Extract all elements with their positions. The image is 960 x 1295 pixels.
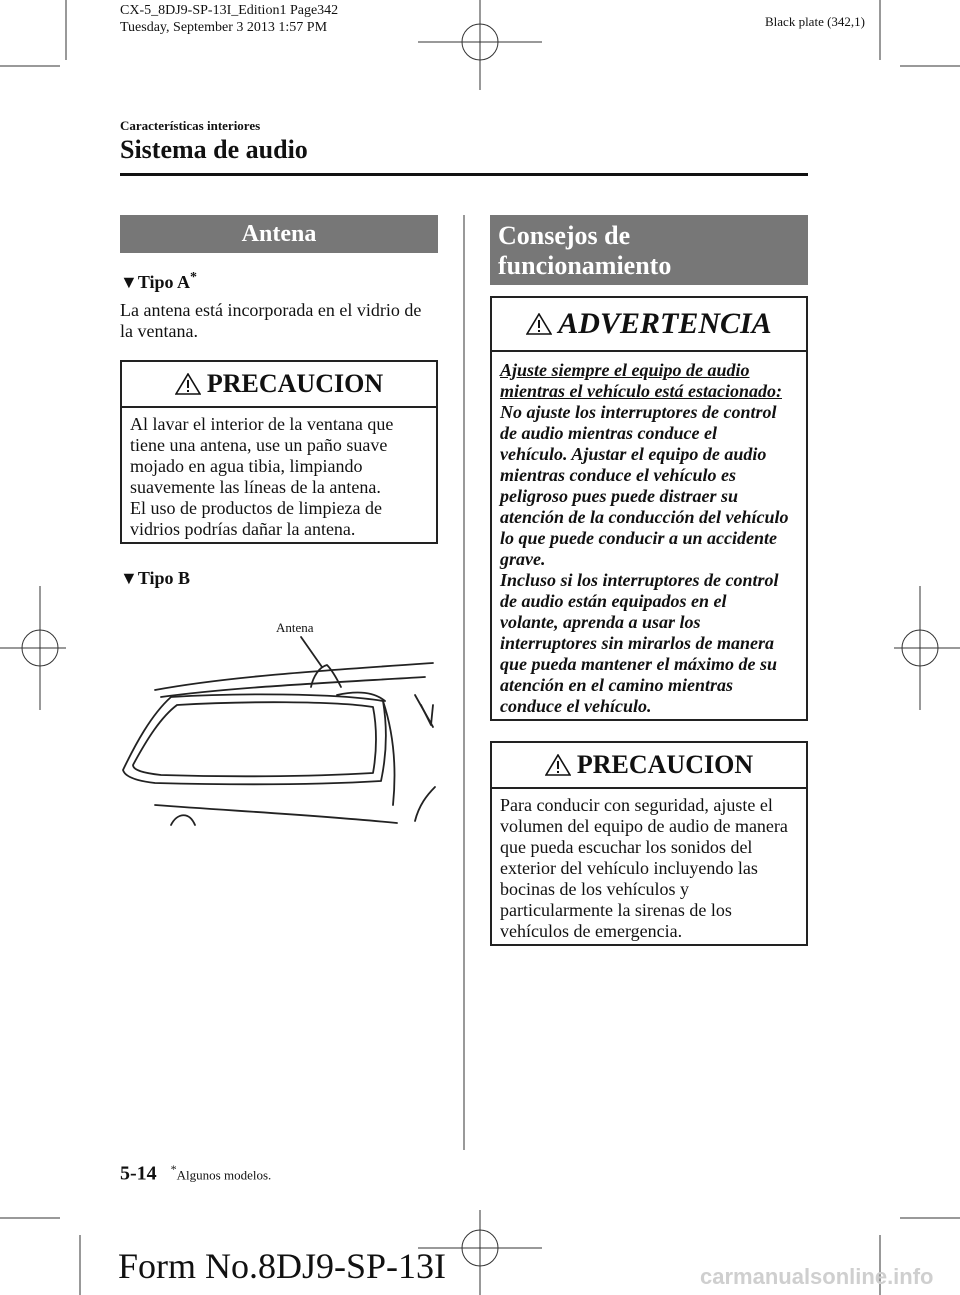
warning-line: que pueda mantener el máximo de su bbox=[500, 654, 778, 674]
caution-line: bocinas de los vehículos y bbox=[500, 879, 689, 899]
warning-line: peligroso pues puede distraer su bbox=[500, 486, 739, 506]
down-triangle-icon: ▼ bbox=[120, 568, 138, 588]
warning-line: de audio mientras conduce el bbox=[500, 423, 717, 443]
plate-label: Black plate (342,1) bbox=[765, 14, 865, 29]
caution-text bbox=[492, 789, 806, 942]
warning-underlined-line: Ajuste siempre el equipo de audio bbox=[500, 360, 750, 380]
warning-line: No ajuste los interruptores de control bbox=[500, 402, 777, 422]
figure-antena-label: Antena bbox=[276, 620, 314, 635]
warning-line: mientras conduce el vehículo es bbox=[500, 465, 736, 485]
tipo-b-subheading bbox=[120, 568, 190, 589]
warning-line: vehículo. Ajustar el equipo de audio bbox=[500, 444, 767, 464]
caution-title bbox=[122, 362, 436, 408]
print-header-line1: CX-5_8DJ9-SP-13I_Edition1 Page342 bbox=[120, 3, 339, 18]
page-title: Sistema de audio bbox=[120, 135, 308, 164]
antena-paragraph bbox=[120, 300, 450, 342]
warning-line: de audio están equipados en el bbox=[500, 591, 727, 611]
warning-line: volante, aprenda a usar los bbox=[500, 612, 701, 632]
warning-text bbox=[492, 352, 806, 717]
caution-line: suavemente las líneas de la antena. bbox=[130, 477, 381, 497]
down-triangle-icon: ▼ bbox=[120, 272, 138, 292]
caution-text bbox=[122, 408, 436, 540]
tipo-b-label: Tipo B bbox=[137, 568, 191, 588]
section-label: Características interiores bbox=[120, 118, 261, 133]
caution-line: mojado en agua tibia, limpiando bbox=[130, 456, 363, 476]
warning-box bbox=[490, 296, 808, 721]
warning-line: atención de la conducción del vehículo bbox=[500, 507, 789, 527]
caution-line: vehículos de emergencia. bbox=[500, 921, 683, 941]
caution-title-text: PRECAUCION bbox=[206, 369, 384, 398]
tipo-a-label: Tipo A bbox=[137, 272, 191, 292]
consejos-heading bbox=[490, 215, 808, 310]
caution-box-right bbox=[490, 741, 808, 946]
warning-title-text: ADVERTENCIA bbox=[558, 307, 772, 340]
consejos-heading-line: Consejos de funcionamiento bbox=[498, 221, 672, 280]
tipo-a-subheading bbox=[120, 270, 197, 293]
caution-line: vidrios podrías dañar la antena. bbox=[130, 519, 356, 539]
title-rule bbox=[120, 173, 808, 176]
caution-line: tiene una antena, use un paño suave bbox=[130, 435, 388, 455]
antena-paragraph-line: La antena está incorporada en el vidrio de bbox=[120, 300, 422, 320]
warning-line: grave. bbox=[500, 549, 546, 569]
warning-title bbox=[492, 298, 806, 352]
page-footer bbox=[120, 1162, 271, 1185]
footnote-text: Algunos modelos. bbox=[176, 1167, 272, 1183]
warning-triangle-icon bbox=[545, 754, 571, 776]
antena-paragraph-line: la ventana. bbox=[120, 321, 198, 341]
caution-line: volumen del equipo de audio de manera bbox=[500, 816, 788, 836]
caution-line: particularmente la sirenas de los bbox=[500, 900, 732, 920]
caution-line: El uso de productos de limpieza de bbox=[130, 498, 382, 518]
footnote-asterisk-icon: * bbox=[170, 1162, 177, 1176]
caution-line: exterior del vehículo incluyendo las bbox=[500, 858, 758, 878]
warning-underlined-line: mientras el vehículo está estacionado: bbox=[500, 381, 782, 401]
warning-line: conduce el vehículo. bbox=[500, 696, 652, 716]
consejos-heading-line: para el sistema de audio bbox=[498, 281, 766, 310]
watermark: carmanualsonline.info bbox=[700, 1264, 934, 1289]
caution-title bbox=[492, 743, 806, 789]
caution-line: Al lavar el interior de la ventana que bbox=[130, 414, 394, 434]
page-number: 5-14 bbox=[120, 1162, 157, 1185]
form-number: Form No.8DJ9-SP-13I bbox=[118, 1246, 447, 1286]
rear-window-antenna-illustration bbox=[115, 635, 440, 835]
caution-line: Para conducir con seguridad, ajuste el bbox=[500, 795, 773, 815]
warning-line: lo que puede conducir a un accidente bbox=[500, 528, 777, 548]
print-header bbox=[120, 2, 338, 36]
caution-box-left bbox=[120, 360, 438, 544]
footnote-asterisk-icon: * bbox=[190, 270, 198, 285]
warning-triangle-icon bbox=[175, 373, 201, 395]
antena-heading: Antena bbox=[120, 215, 438, 253]
print-header-line2: Tuesday, September 3 2013 1:57 PM bbox=[120, 20, 328, 35]
caution-title-text: PRECAUCION bbox=[576, 750, 754, 779]
caution-line: que pueda escuchar los sonidos del bbox=[500, 837, 753, 857]
warning-triangle-icon bbox=[526, 313, 552, 335]
warning-line: interruptores sin mirarlos de manera bbox=[500, 633, 775, 653]
warning-line: Incluso si los interruptores de control bbox=[500, 570, 779, 590]
warning-line: atención en el camino mientras bbox=[500, 675, 734, 695]
